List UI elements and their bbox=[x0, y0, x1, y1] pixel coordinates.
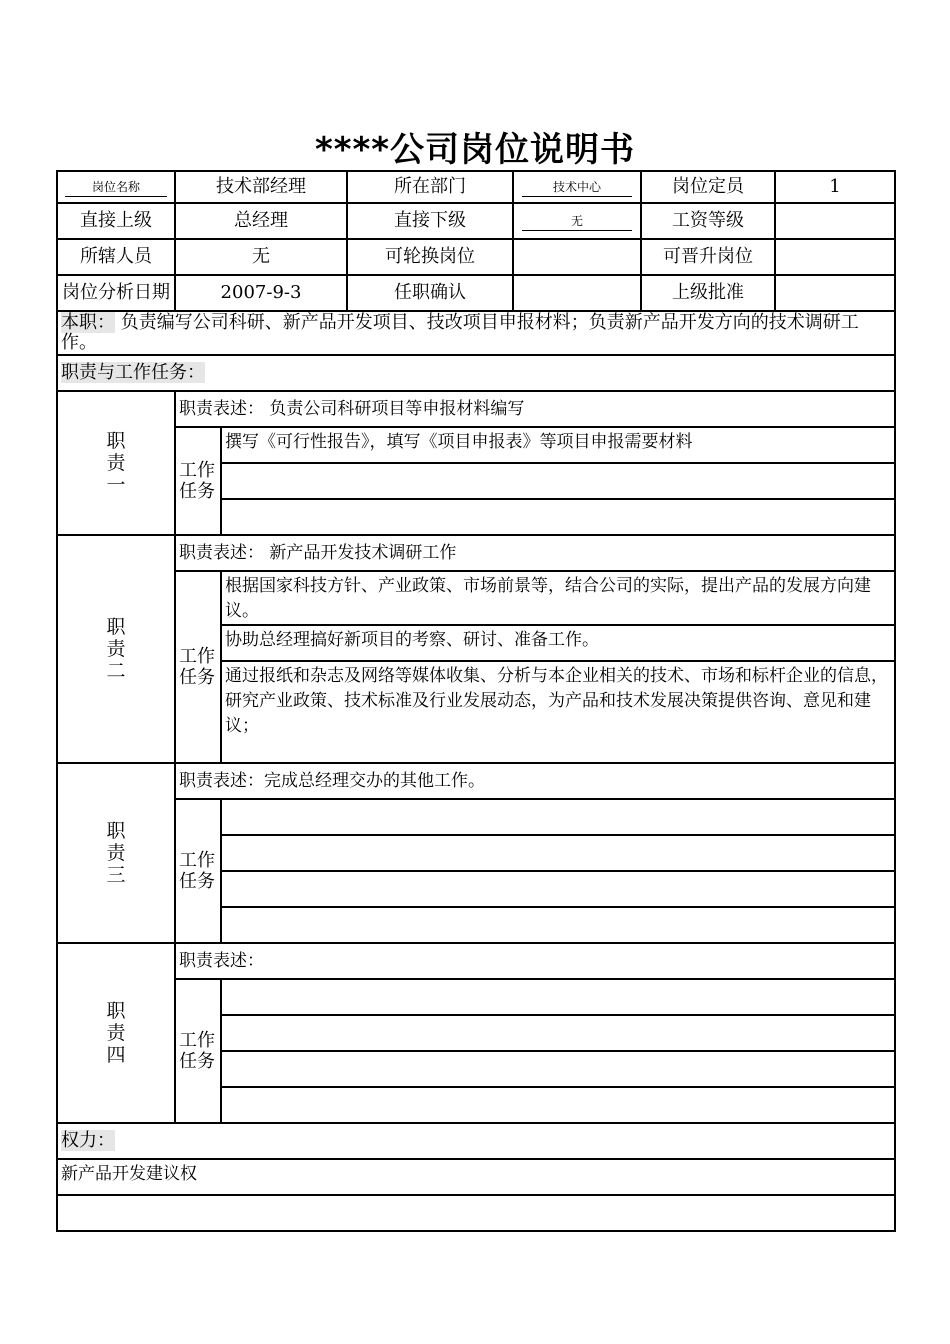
department-value: 技术中心 bbox=[513, 171, 641, 203]
duty-1-task-label: 工作 任务 bbox=[175, 427, 221, 535]
duty-2-desc: 职责表述： 新产品开发技术调研工作 bbox=[175, 535, 895, 571]
header-row-1 bbox=[57, 171, 895, 203]
duties-header: 职责与工作任务： bbox=[57, 355, 895, 391]
duty-2-name: 职 责 二 bbox=[57, 535, 175, 763]
rotation-value bbox=[513, 239, 641, 275]
headcount-label: 岗位定员 bbox=[641, 171, 775, 203]
duty-4-task-4 bbox=[221, 1087, 895, 1123]
header-row-2 bbox=[57, 203, 895, 239]
duty-2-task-3: 通过报纸和杂志及网络等媒体收集、分析与本企业相关的技术、市场和标杆企业的信息，研究产业政策、技术标准及行业发展动态，为产品和技术发展决策提供咨询、意见和建议； bbox=[221, 661, 895, 763]
confirm-label: 任职确认 bbox=[347, 275, 513, 311]
duty-4-task-2 bbox=[221, 1015, 895, 1051]
headcount-value: 1 bbox=[775, 171, 895, 203]
duty-2-task-2: 协助总经理搞好新项目的考察、研讨、准备工作。 bbox=[221, 625, 895, 661]
header-row-3 bbox=[57, 239, 895, 275]
duty-4-task-row bbox=[57, 979, 895, 1015]
duty-3-task-4 bbox=[221, 907, 895, 943]
salary-grade-label: 工资等级 bbox=[641, 203, 775, 239]
duty-4-name: 职 责 四 bbox=[57, 943, 175, 1123]
post-name-label: 岗位名称 bbox=[57, 171, 175, 203]
duties-header-row bbox=[57, 355, 895, 391]
duty-3-name: 职 责 三 bbox=[57, 763, 175, 943]
power-header-row bbox=[57, 1123, 895, 1159]
rotation-label: 可轮换岗位 bbox=[347, 239, 513, 275]
superior-value: 总经理 bbox=[175, 203, 347, 239]
duty-3-task-3 bbox=[221, 871, 895, 907]
duty-3-task-2 bbox=[221, 835, 895, 871]
salary-grade-value bbox=[775, 203, 895, 239]
benzhi-label: 本职： bbox=[61, 312, 115, 333]
subordinate-label: 直接下级 bbox=[347, 203, 513, 239]
duty-3-desc: 职责表述：完成总经理交办的其他工作。 bbox=[175, 763, 895, 799]
duty-2-task-1: 根据国家科技方针、产业政策、市场前景等，结合公司的实际，提出产品的发展方向建议。 bbox=[221, 571, 895, 625]
duty-2-task-row bbox=[57, 571, 895, 625]
approval-label: 上级批准 bbox=[641, 275, 775, 311]
duty-3-task-label: 工作 任务 bbox=[175, 799, 221, 943]
power-row bbox=[57, 1159, 895, 1195]
staff-label: 所辖人员 bbox=[57, 239, 175, 275]
duty-1-task-2 bbox=[221, 463, 895, 499]
duty-1-task-1: 撰写《可行性报告》，填写《项目申报表》等项目申报需要材料 bbox=[221, 427, 895, 463]
superior-label: 直接上级 bbox=[57, 203, 175, 239]
analysis-date-value: 2007-9-3 bbox=[175, 275, 347, 311]
duty-3-task-row bbox=[57, 799, 895, 835]
power-header: 权力： bbox=[57, 1123, 895, 1159]
duty-4-desc: 职责表述： bbox=[175, 943, 895, 979]
duty-4-task-label: 工作 任务 bbox=[175, 979, 221, 1123]
benzhi-cell bbox=[57, 311, 895, 355]
duty-1-desc: 职责表述： 负责公司科研项目等申报材料编写 bbox=[175, 391, 895, 427]
promotion-value bbox=[775, 239, 895, 275]
duty-1-desc-row bbox=[57, 391, 895, 427]
duty-2-desc-row bbox=[57, 535, 895, 571]
approval-value bbox=[775, 275, 895, 311]
promotion-label: 可晋升岗位 bbox=[641, 239, 775, 275]
subordinate-value: 无 bbox=[513, 203, 641, 239]
benzhi-row bbox=[57, 311, 895, 355]
duty-1-task-row bbox=[57, 427, 895, 463]
duty-4-task-1 bbox=[221, 979, 895, 1015]
analysis-date-label: 岗位分析日期 bbox=[57, 275, 175, 311]
staff-value: 无 bbox=[175, 239, 347, 275]
duty-3-task-1 bbox=[221, 799, 895, 835]
confirm-value bbox=[513, 275, 641, 311]
page-title: ****公司岗位说明书 bbox=[314, 130, 636, 170]
job-description-table bbox=[56, 170, 896, 1232]
duty-1-name: 职 责 一 bbox=[57, 391, 175, 535]
duty-2-task-label: 工作 任务 bbox=[175, 571, 221, 763]
post-name-value: 技术部经理 bbox=[175, 171, 347, 203]
duty-4-task-3 bbox=[221, 1051, 895, 1087]
power-item-1: 新产品开发建议权 bbox=[57, 1159, 895, 1195]
power-row bbox=[57, 1195, 895, 1231]
department-label: 所在部门 bbox=[347, 171, 513, 203]
duty-1-task-3 bbox=[221, 499, 895, 535]
header-row-4 bbox=[57, 275, 895, 311]
duty-4-desc-row bbox=[57, 943, 895, 979]
duty-3-desc-row bbox=[57, 763, 895, 799]
power-item-2 bbox=[57, 1195, 895, 1231]
benzhi-text: 负责编写公司科研、新产品开发项目、技改项目申报材料；负责新产品开发方向的技术调研工作。 bbox=[61, 312, 859, 353]
